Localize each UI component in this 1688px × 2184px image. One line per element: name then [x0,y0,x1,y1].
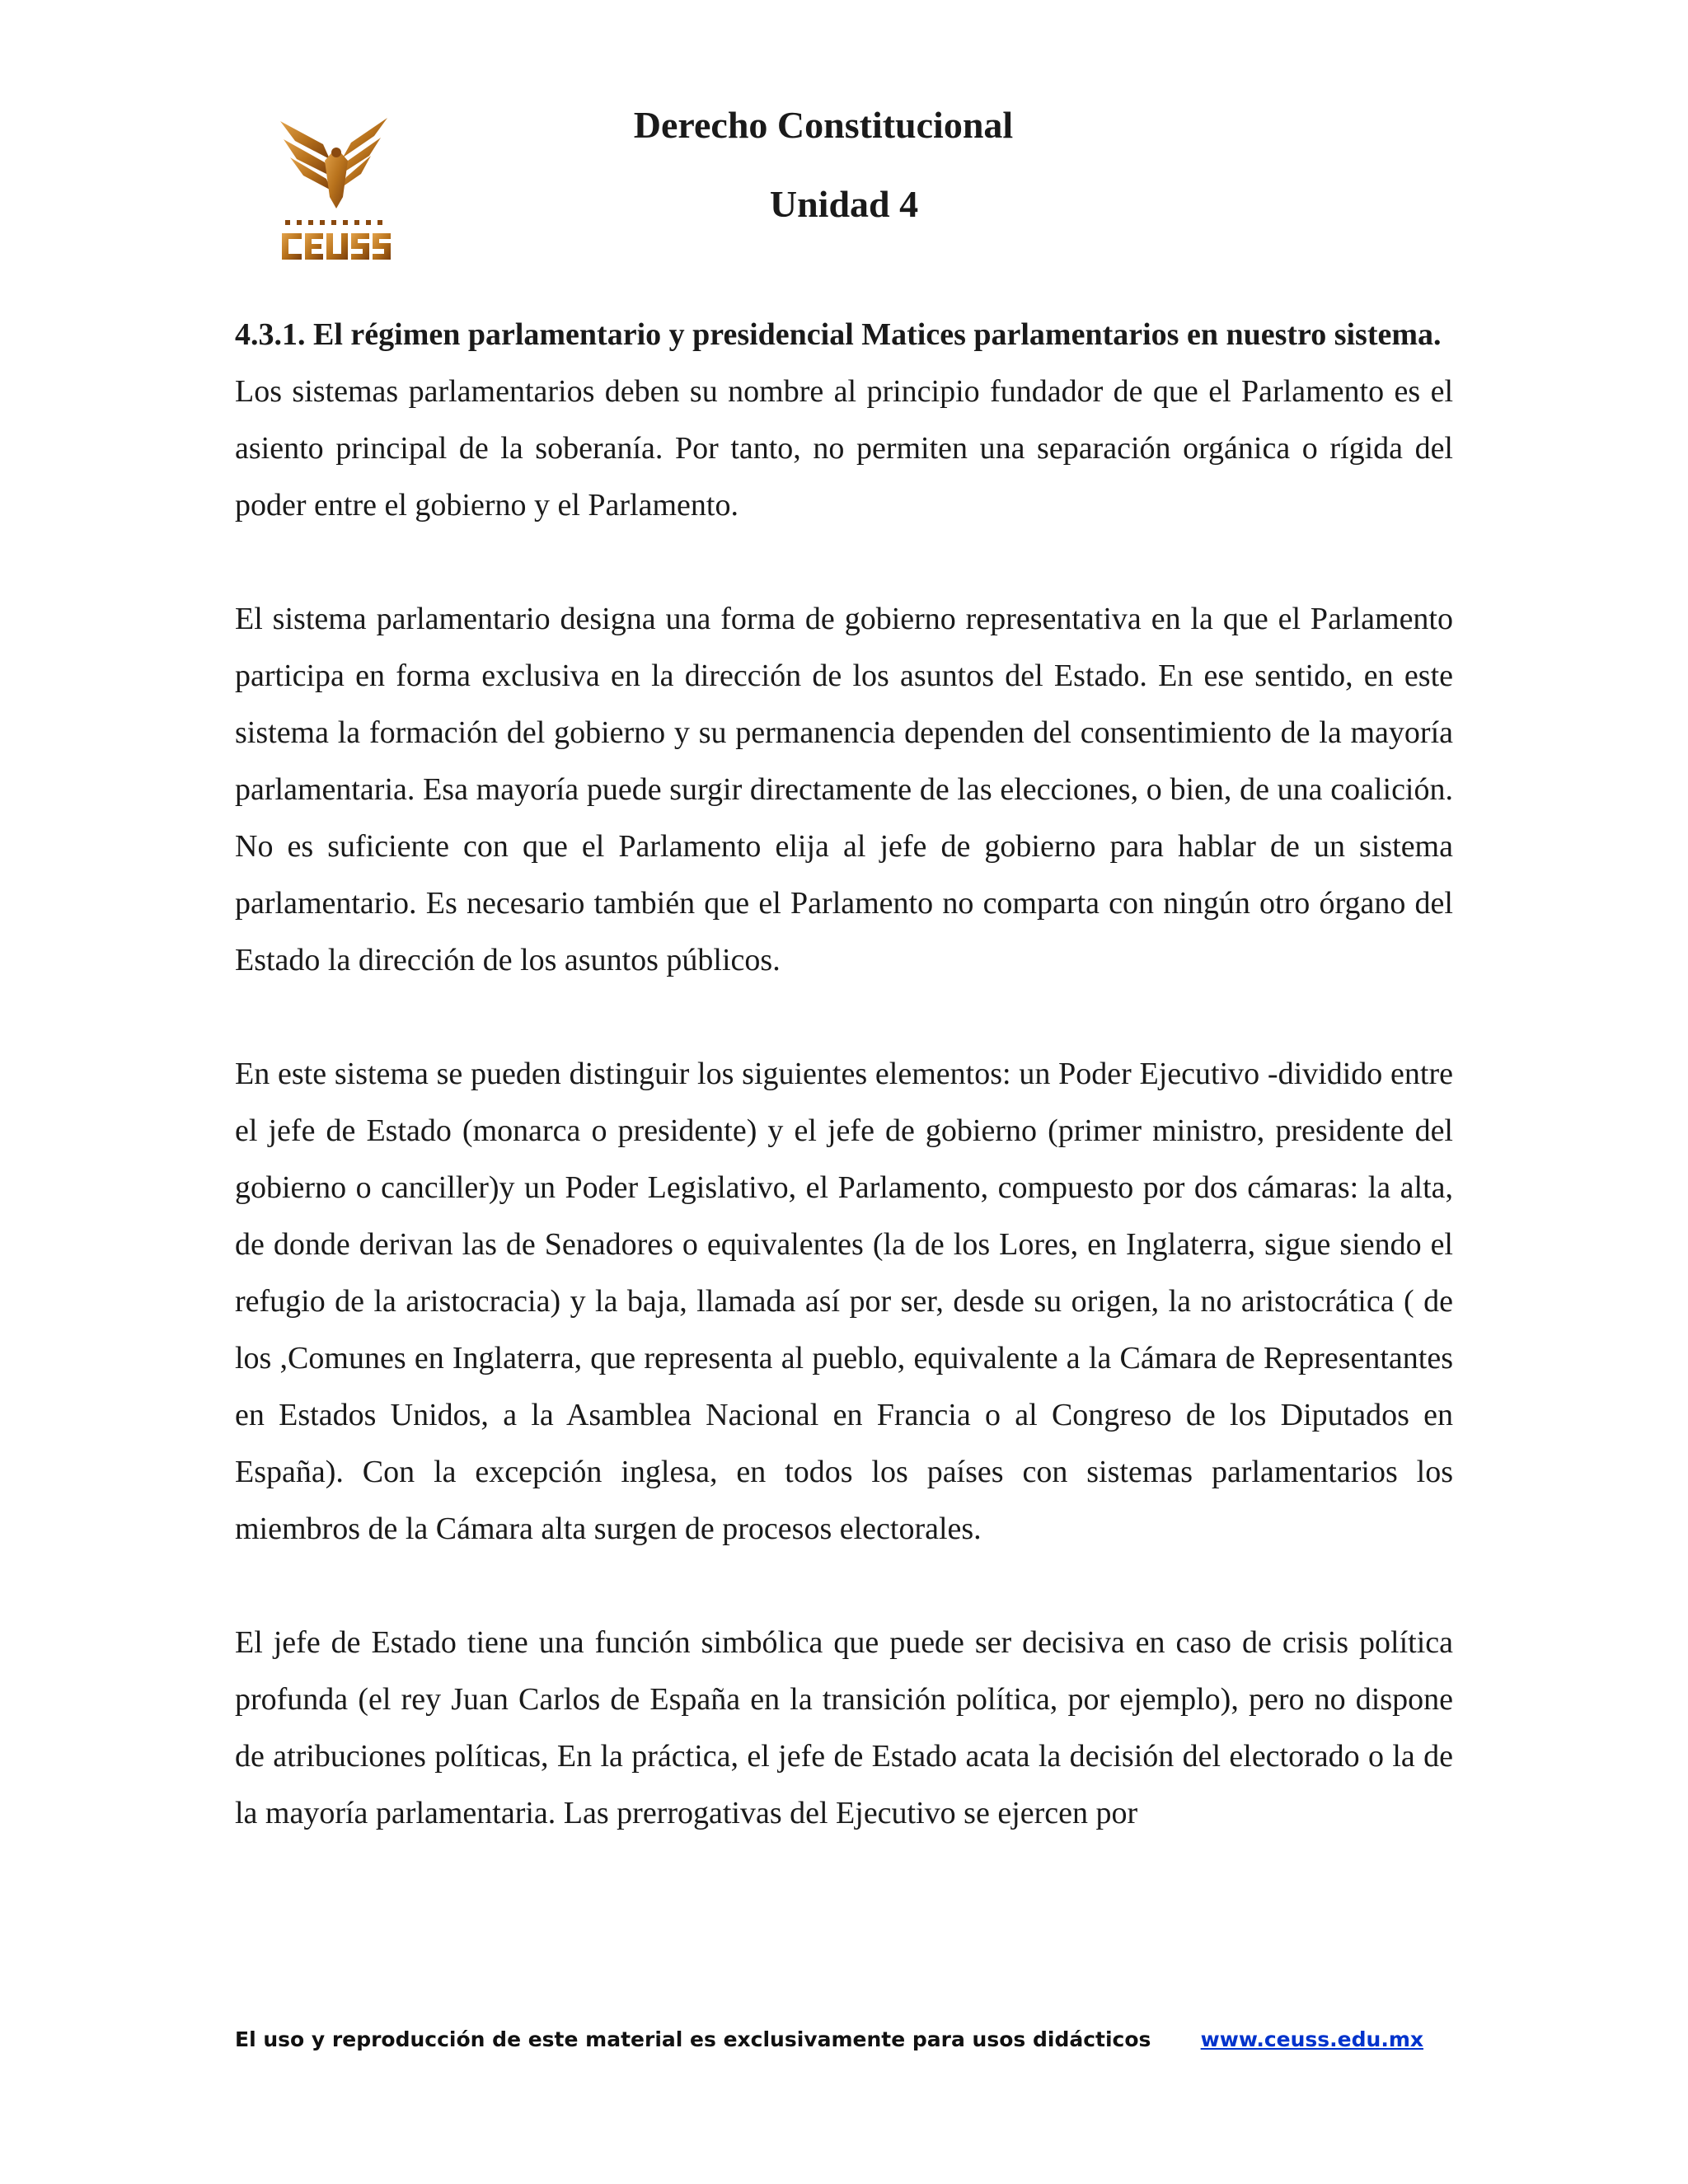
paragraph-2: El sistema parlamentario designa una forma de gobierno representativa en la que el Parlamento participa en forma exclusiva en la dirección de los asuntos del Estado. En ese sentido, en este sistema la formación del gobierno y su permanencia dependen del consentimiento de la mayoría parlamentaria. Esa mayoría puede surgir directamente de las elecciones, o bien, de una coalición. No es suficiente con que el Parlamento elija al jefe de gobierno para hablar de un sistema parlamentario. Es necesario también que el Parlamento no comparta con ningún otro órgano del Estado la dirección de los asuntos públicos. [235,602,1453,977]
unit-title: Unidad 4 [769,183,919,225]
section-heading: 4.3.1. El régimen parlamentario y presidencial Matices parlamentarios en nuestro sistema. [235,317,1442,352]
footer-note: El uso y reproducción de este material es exclusivamente para usos didácticos [235,2027,1151,2051]
paragraph-1: Los sistemas parlamentarios deben su nombre al principio fundador de que el Parlamento es el asiento principal de la soberanía. Por tanto, no permiten una separación orgánica o rígida del poder entre el gobierno y el Parlamento. [235,374,1453,523]
paragraph-4: El jefe de Estado tiene una función simbólica que puede ser decisiva en caso de crisis política profunda (el rey Juan Carlos de España en la transición política, por ejemplo), pero no dispone de atribuciones políticas, En la práctica, el jefe de Estado acata la decisión del electorado o la de la mayoría parlamentaria. Las prerrogativas del Ejecutivo se ejercen por [235,1625,1453,1830]
document-body [235,307,1453,1899]
paragraph-3: En este sistema se pueden distinguir los siguientes elementos: un Poder Ejecutivo -dividido entre el jefe de Estado (monarca o presidente) y el jefe de gobierno (primer ministro, presidente del gobierno o canciller)y un Poder Legislativo, el Parlamento, compuesto por dos cámaras: la alta, de donde derivan las de Senadores o equivalentes (la de los Lores, en Inglaterra, sigue siendo el refugio de la aristocracia) y la baja, llamada así por ser, desde su origen, la no aristocrática ( de los ,Comunes en Inglaterra, que representa al pueblo, equivalente a la Cámara de Representantes en Estados Unidos, a la Asamblea Nacional en Francia o al Congreso de los Diputados en España). Con la excepción inglesa, en todos los países con sistemas parlamentarios los miembros de la Cámara alta surgen de procesos electorales. [235,1057,1453,1546]
website-link[interactable]: www.ceuss.edu.mx [1200,2027,1423,2051]
course-title: Derecho Constitucional [633,104,1014,146]
